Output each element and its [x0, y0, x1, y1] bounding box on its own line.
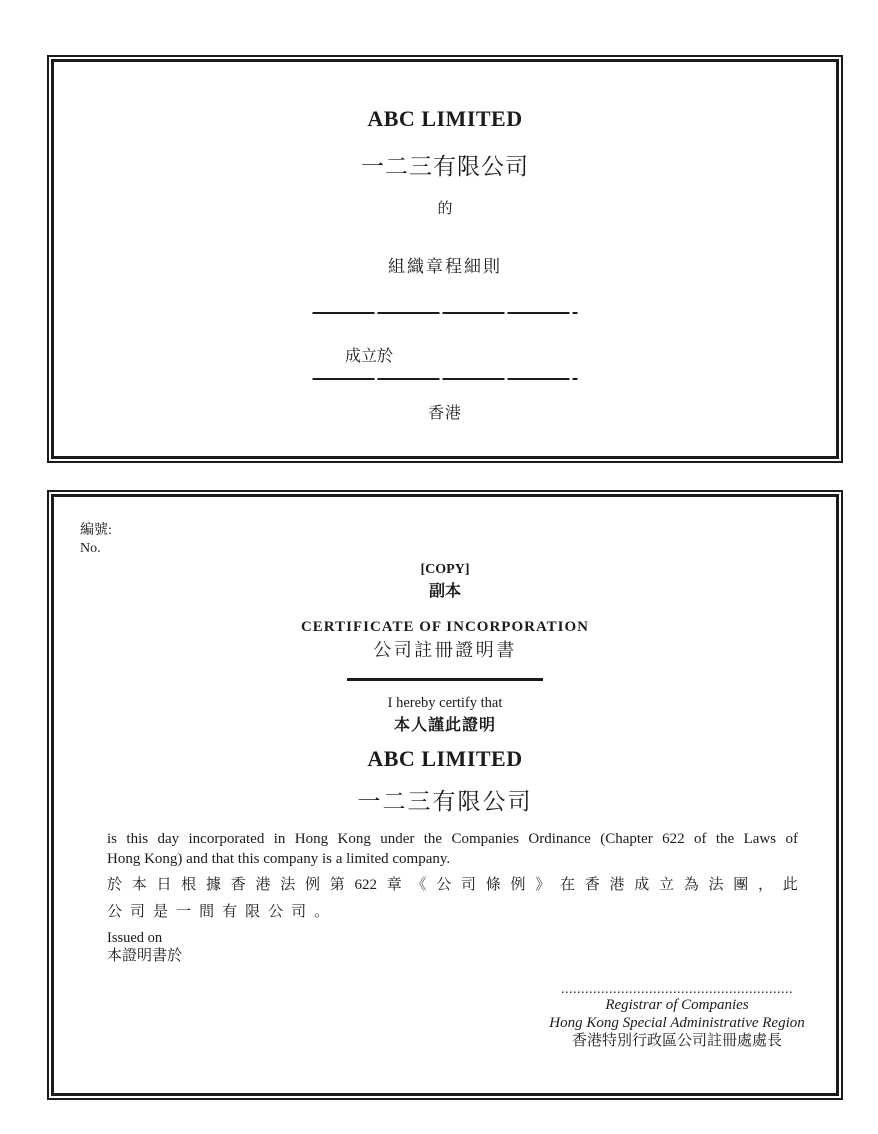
- cjk-char: 《: [411, 877, 427, 893]
- company-name-english: ABC LIMITED: [367, 746, 523, 771]
- cjk-char: 法: [708, 877, 724, 893]
- articles-title: 組織章程細則: [388, 257, 502, 276]
- signature-block: [527, 983, 827, 1050]
- certify-statement-chinese: 本人謹此證明: [393, 717, 496, 734]
- cjk-char: 公: [436, 877, 452, 893]
- cjk-char: 。: [314, 904, 330, 920]
- cjk-char: 司: [130, 904, 146, 920]
- cjk-char: 例: [510, 877, 526, 893]
- company-name-chinese: 一二三有限公司: [361, 154, 529, 179]
- number-label-english: No.: [80, 541, 101, 556]
- cjk-char: 日: [156, 877, 172, 893]
- cjk-char: 為: [683, 877, 699, 893]
- signature-role-english: Registrar of Companies: [605, 997, 749, 1013]
- cjk-char: 司: [460, 877, 476, 893]
- cjk-char: 司: [291, 904, 307, 920]
- copy-tag-english: [COPY]: [420, 562, 470, 577]
- cjk-char: 此: [782, 877, 798, 893]
- cjk-char: 章: [386, 877, 402, 893]
- company-name-english: ABC LIMITED: [367, 106, 523, 131]
- body-english-line: is this day incorporated in Hong Kong under the Companies Ordinance (Chapter 622 of the Laws of: [107, 831, 798, 847]
- cjk-char: 立: [658, 877, 674, 893]
- place-label: 香港: [427, 405, 462, 422]
- cjk-char: 港: [609, 877, 625, 893]
- body-english-line: Hong Kong) and that this company is a limited company.: [107, 851, 451, 867]
- possessive-label: 的: [437, 201, 453, 217]
- cjk-char: 》: [535, 877, 551, 893]
- incorporated-in-label: 成立於: [345, 348, 394, 365]
- cjk-char: 公: [107, 904, 123, 920]
- certificate-title-english: CERTIFICATE OF INCORPORATION: [300, 619, 590, 635]
- cjk-char: 一: [176, 904, 192, 920]
- cjk-char: 例: [305, 877, 321, 893]
- articles-cover-inner-border: [51, 59, 839, 459]
- cjk-char: 在: [559, 877, 575, 893]
- cjk-char: 有: [222, 904, 238, 920]
- company-name-chinese: 一二三有限公司: [357, 789, 533, 814]
- fill-in-line: [313, 312, 578, 314]
- cjk-char: 香: [584, 877, 600, 893]
- cjk-char: 622: [354, 877, 377, 893]
- copy-tag-chinese: 副本: [428, 583, 461, 600]
- cjk-char: 根: [181, 877, 197, 893]
- number-label-chinese: 編號:: [80, 523, 112, 538]
- cjk-char: 成: [634, 877, 650, 893]
- cjk-char: 第: [329, 877, 345, 893]
- cjk-char: 據: [206, 877, 222, 893]
- certify-statement-english: I hereby certify that: [387, 695, 503, 711]
- cjk-char: 間: [199, 904, 215, 920]
- cjk-char: 於: [107, 877, 123, 893]
- cjk-char: 本: [131, 877, 147, 893]
- cjk-char: 公: [268, 904, 284, 920]
- signature-dotted-line: ..........................................................: [561, 982, 793, 997]
- body-chinese-line: [107, 874, 798, 896]
- cjk-char: 港: [255, 877, 271, 893]
- divider-rule: [347, 678, 543, 681]
- cjk-char: 條: [485, 877, 501, 893]
- issued-on-chinese: 本證明書於: [107, 948, 183, 964]
- certificate-inner-border: [51, 494, 839, 1096]
- cjk-char: 是: [153, 904, 169, 920]
- body-paragraph: [107, 829, 798, 923]
- signature-role-chinese: 香港特別行政區公司註冊處處長: [571, 1033, 782, 1049]
- signature-region-english: Hong Kong Special Administrative Region: [549, 1015, 805, 1031]
- body-chinese-line: [107, 901, 798, 923]
- issued-on-block: [107, 929, 182, 966]
- articles-cover-frame: [47, 55, 843, 463]
- cjk-char: 法: [280, 877, 296, 893]
- cjk-char: 限: [245, 904, 261, 920]
- certificate-frame: [47, 490, 843, 1100]
- certificate-title-chinese: 公司註冊證明書: [373, 640, 517, 660]
- issued-on-english: Issued on: [107, 930, 163, 946]
- fill-in-line: [313, 378, 578, 380]
- cjk-char: 香: [230, 877, 246, 893]
- cjk-char: 團: [733, 877, 749, 893]
- cjk-char: ，: [757, 877, 773, 893]
